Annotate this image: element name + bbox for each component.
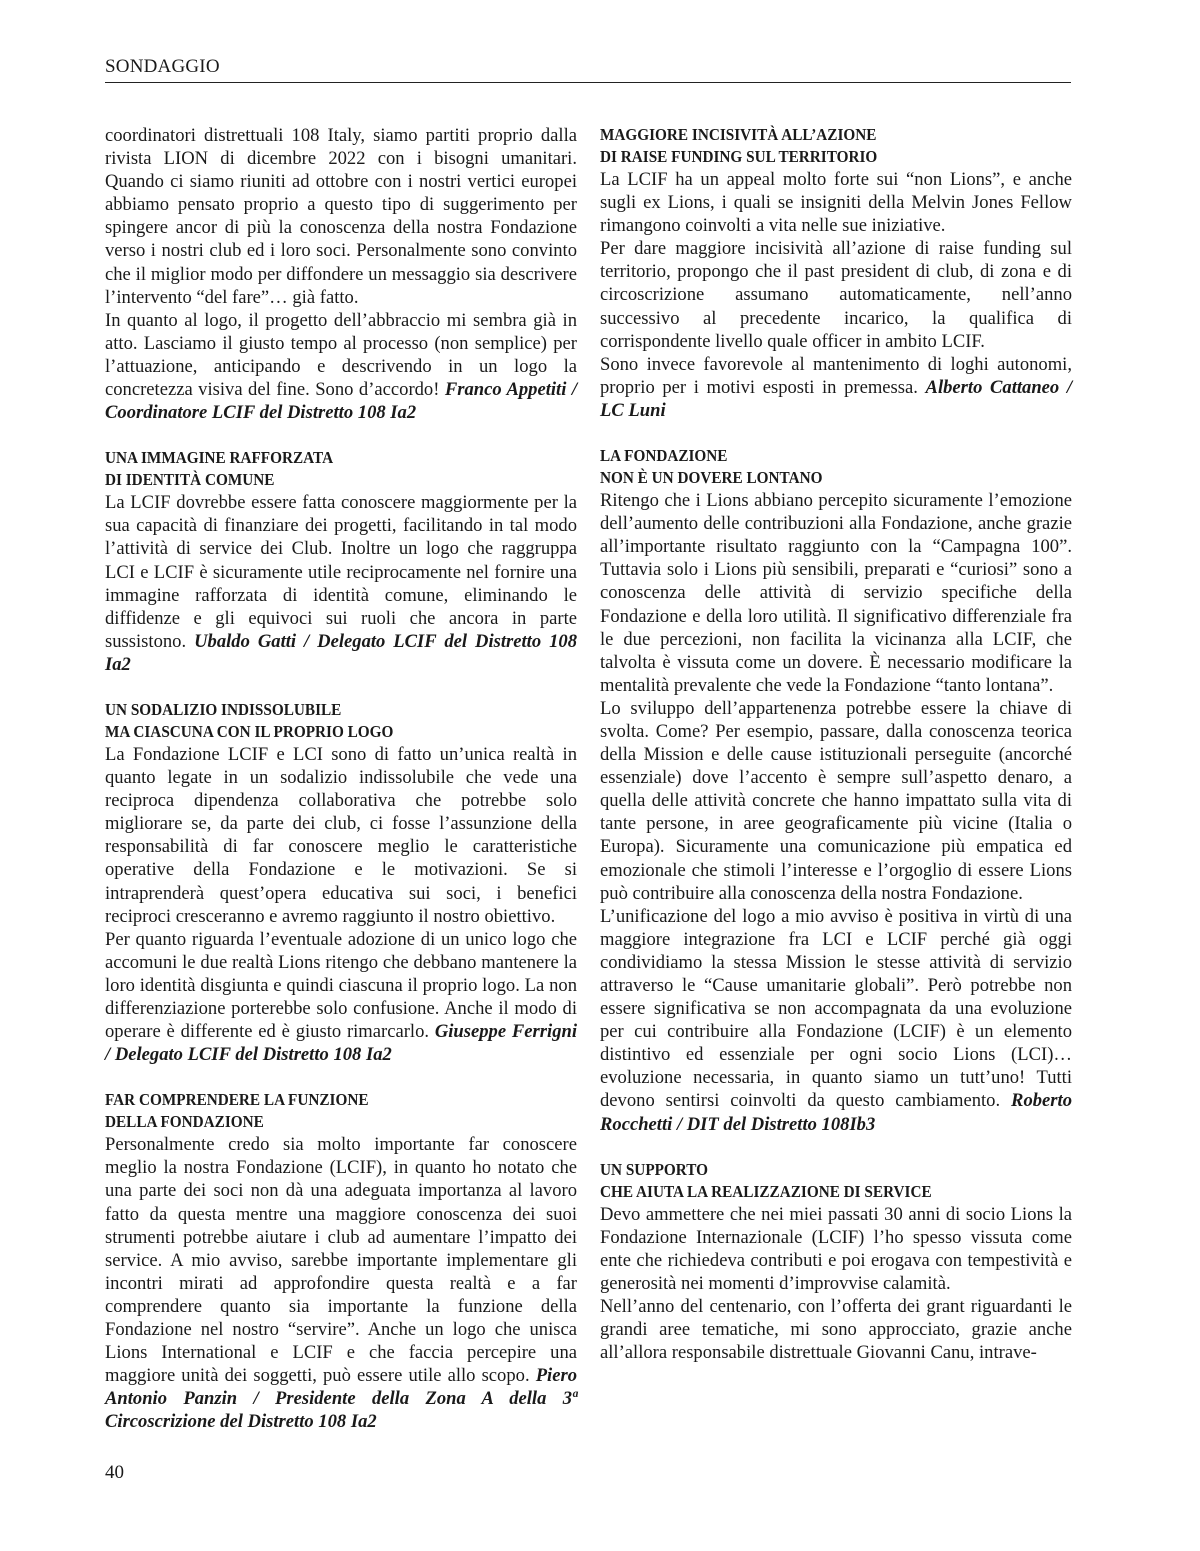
paragraph-text: La LCIF dovrebbe essere fatta conoscere maggiormente per la sua capacità di finanziare dei progetti, facilitando in tal modo l’attività di service dei Club. Inoltre un logo che raggruppa LCI e LCIF è sicuramente utile reciprocamente nel fornire una immagine rafforzata di identità comune, eliminando le diffidenze e gli equivoci sui ruoli che ancora in parte sussistono. — [105, 492, 577, 652]
paragraph-text: In quanto al logo, il progetto dell’abbraccio mi sembra già in atto. Lasciamo il giusto tempo al processo (non semplice) per l’attuazione, anticipando e descrivendo in un logo la concretezza visiva del fine. Sono d’accordo! — [105, 309, 577, 401]
heading-line: MA CIASCUNA CON IL PROPRIO LOGO — [105, 721, 394, 741]
body-paragraph — [105, 124, 577, 309]
paragraph-text: Personalmente credo sia molto importante far conoscere meglio la nostra Fondazione (LCIF), in quanto ho notato che una parte dei soci non dà una adeguata importanza al lavoro fatto da questa mentre una maggiore conoscenza dei suoi strumenti potrebbe aiutare i club ad aumentare l’impatto dei service. A mio avviso, sarebbe importante implementare gli incontri mirati ad approfondire questa realtà e a far comprendere quanto sia importante la funzione della Fondazione nel nostro “servire”. Anche un logo che unisca Lions International e LCIF e che faccia percepire una maggiore unità dei soggetti, può essere utile allo scopo. — [105, 1134, 577, 1387]
heading-line: MAGGIORE INCISIVITÀ ALL’AZIONE — [600, 125, 877, 144]
author-signature: Giuseppe Ferrigni / Delegato LCIF del Distretto 108 Ia2 — [105, 1021, 577, 1066]
body-paragraph — [600, 697, 1072, 905]
body-paragraph — [105, 309, 577, 424]
article-section — [105, 124, 577, 424]
body-paragraph — [600, 1295, 1072, 1364]
body-paragraph — [600, 237, 1072, 352]
section-heading — [600, 445, 1039, 489]
heading-line: DI IDENTITÀ COMUNE — [105, 470, 275, 490]
author-signature: Ubaldo Gatti / Delegato LCIF del Distretto 108 Ia2 — [105, 630, 577, 675]
right-column — [600, 124, 1072, 1364]
paragraph-text: L’unificazione del logo a mio avviso è positiva in virtù di una maggiore integrazione fra LCI e LCIF perché già oggi condividiamo la stessa Mission le stesse attività di servizio attraverso le “Cause umanitarie globali”. Però potrebbe non essere significativa se non accompagnata da una evoluzione per cui contribuire alla Fondazione (LCIF) è un elemento distintivo ed essenziale per ogni socio Lions (LCI)… evoluzione necessaria, in quanto siamo un tutt’uno! Tutti devono sentirsi coinvolti da questo cambiamento. — [600, 905, 1072, 1112]
heading-line: NON È UN DOVERE LONTANO — [600, 468, 823, 488]
heading-line: CHE AIUTA LA REALIZZAZIONE DI SERVICE — [600, 1181, 932, 1201]
body-paragraph — [105, 491, 577, 676]
author-signature: Franco Appetiti / Coordinatore LCIF del Distretto 108 Ia2 — [105, 379, 577, 424]
paragraph-text: Per quanto riguarda l’eventuale adozione di un unico logo che accomuni le due realtà Lions ritengo che debbano mantenere la loro identità disgiunta e quindi ciascuna il proprio logo. La non differenziazione porterebbe solo confusione. Anche il modo di operare è differente ed è giusto rimarcarlo. — [105, 928, 577, 1043]
body-paragraph — [600, 353, 1072, 422]
paragraph-text: La Fondazione LCIF e LCI sono di fatto un’unica realtà in quanto legate in un sodalizio indissolubile che vede una reciproca dipendenza collaborativa che potrebbe solo migliorare se, da parte dei club, ci fosse l’assunzione della responsabilità di far conoscere meglio le caratteristiche operative della Fondazione e le motivazioni. Se si intraprenderà quest’opera educativa sui soci, i benefici reciproci cresceranno e avremo raggiunto il nostro obiettivo. — [105, 743, 577, 927]
body-paragraph — [105, 928, 577, 1067]
paragraph-text: Nell’anno del centenario, con l’offerta dei grant riguardanti le grandi aree tematiche, mi sono approcciato, grazie anche all’allora responsabile distrettuale Giovanni Canu, intrave- — [600, 1296, 1072, 1364]
heading-line: DI RAISE FUNDING SUL TERRITORIO — [600, 147, 878, 166]
body-paragraph — [105, 743, 577, 928]
paragraph-text: Lo sviluppo dell’appartenenza potrebbe essere la chiave di svolta. Come? Per esempio, passare, dalla conoscenza teorica della Mission e delle cause istituzionali perseguite (ancorché essenziale) dove l’accento è sempre sull’aspetto denaro, a quella delle attività concrete che hanno impattato sulla vita di tante persone, in aree geograficamente più vicine (Italia o Europa). Sicuramente una comunicazione più empatica ed emozionale che stimoli l’interesse e l’orgoglio di essere Lions può contribuire alla conoscenza della nostra Fondazione. — [600, 697, 1072, 904]
paragraph-text: coordinatori distrettuali 108 Italy, siamo partiti proprio dalla rivista LION di dicembre 2022 con i bisogni umanitari. Quando ci siamo riuniti ad ottobre con i nostri vertici europei abbiamo pensato proprio a questo tipo di suggerimento per spingere ancor di più la conoscenza della nostra Fondazione verso i nostri club ed i loro soci. Personalmente sono convinto che il miglior modo per diffondere un messaggio sia descrivere l’intervento “del fare”… già fatto. — [105, 125, 577, 308]
heading-line: UN SODALIZIO INDISSOLUBILE — [105, 699, 342, 719]
page-number: 40 — [105, 1462, 124, 1483]
body-paragraph — [600, 905, 1072, 1136]
section-heading — [600, 1159, 1039, 1203]
body-paragraph — [600, 168, 1072, 237]
heading-line: DELLA FONDAZIONE — [105, 1112, 264, 1132]
section-heading — [105, 699, 544, 743]
article-section — [105, 1089, 577, 1433]
author-signature: Roberto Rocchetti / DIT del Distretto 108Ib3 — [600, 1090, 1072, 1135]
article-section — [600, 1159, 1072, 1365]
body-paragraph — [600, 1203, 1072, 1295]
paragraph-text: La LCIF ha un appeal molto forte sui “non Lions”, e anche sugli ex Lions, i quali se insigniti della Melvin Jones Fellow rimangono coinvolti a vita nelle sue iniziative. — [600, 169, 1072, 237]
author-signature: Piero Antonio Panzin / Presidente della Zona A della 3ª Circoscrizione del Distretto 108 Ia2 — [105, 1365, 577, 1433]
article-section — [600, 124, 1072, 422]
paragraph-text: Sono invece favorevole al mantenimento di loghi autonomi, proprio per i motivi esposti in premessa. — [600, 353, 1072, 398]
paragraph-text: Per dare maggiore incisività all’azione di raise funding sul territorio, propongo che il past president di club, di zona e di circoscrizione assumano automaticamente, nell’anno successivo al precedente incarico, la qualifica di corrispondente livello quale officer in ambito LCIF. — [600, 238, 1072, 352]
section-heading — [600, 124, 1039, 168]
heading-line: LA FONDAZIONE — [600, 446, 728, 466]
section-heading — [105, 447, 544, 491]
paragraph-text: Ritengo che i Lions abbiano percepito sicuramente l’emozione dell’aumento delle contribuzioni alla Fondazione, anche grazie all’importante risultato raggiunto con la “Campagna 100”. Tuttavia solo i Lions più sensibili, preparati e “curiosi” sono a conoscenza delle attività di servizio specifiche della Fondazione e della loro utilità. Il significativo differenziale fra le due percezioni, non facilita la vicinanza alla LCIF, che talvolta è vissuta come un dovere. È necessario modificare la mentalità prevalente che vede la Fondazione “tanto lontana”. — [600, 490, 1072, 696]
running-head: SONDAGGIO — [105, 56, 1071, 83]
heading-line: FAR COMPRENDERE LA FUNZIONE — [105, 1090, 369, 1110]
article-section — [105, 447, 577, 676]
article-section — [105, 699, 577, 1066]
paragraph-text: Devo ammettere che nei miei passati 30 anni di socio Lions la Fondazione Internazionale (LCIF) l’ho spesso vissuta come ente che richiedeva contributi e poi erogava con tempestività e generosità nei momenti d’improvvise calamità. — [600, 1203, 1072, 1294]
article-section — [600, 445, 1072, 1136]
left-column — [105, 124, 577, 1434]
author-signature: Alberto Cattaneo / LC Luni — [600, 376, 1073, 421]
section-heading — [105, 1089, 544, 1133]
heading-line: UN SUPPORTO — [600, 1159, 709, 1179]
heading-line: UNA IMMAGINE RAFFORZATA — [105, 448, 334, 468]
body-paragraph — [600, 489, 1072, 697]
body-paragraph — [105, 1133, 577, 1433]
